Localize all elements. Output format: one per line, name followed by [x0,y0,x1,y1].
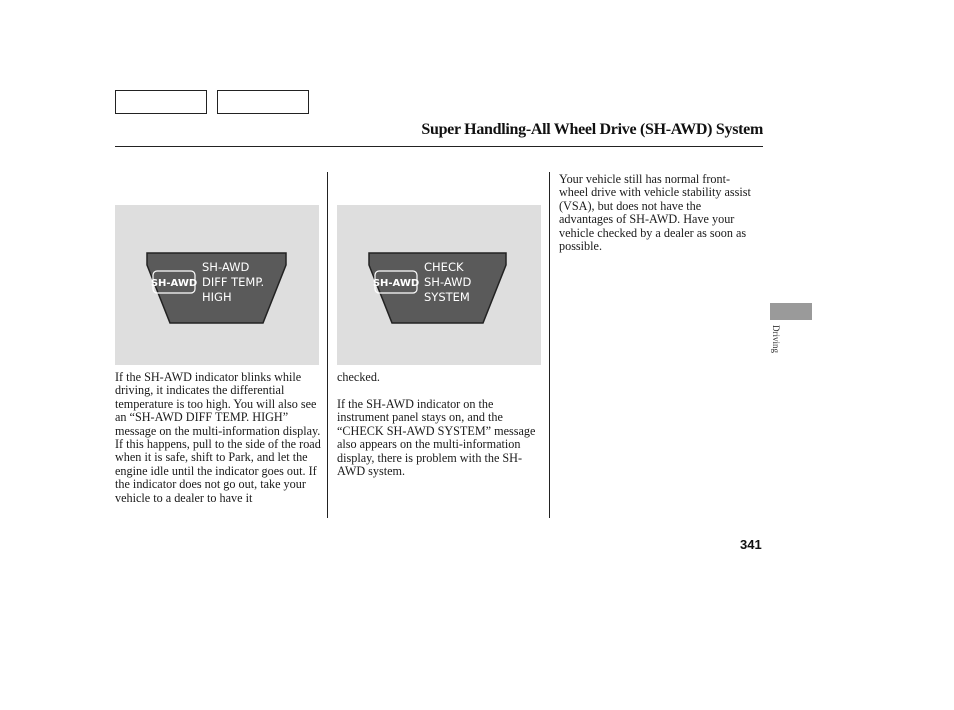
col2-paragraph-a: checked. [337,370,380,384]
section-tab[interactable] [770,303,812,320]
column-divider-1 [327,172,328,518]
badge-text-1: SH-AWD [150,278,198,289]
page-title: Super Handling-All Wheel Drive (SH-AWD) System [421,121,763,138]
badge-text-2: SH-AWD [372,278,420,289]
page-number: 341 [740,537,762,552]
title-rule [115,146,763,147]
display-diff-temp [115,205,319,365]
col3-paragraph: Your vehicle still has normal front-wheel drive with vehicle stability assist (VSA), but does not have the advantages of SH-AWD. Have your vehicle checked by a dealer as soon as possible. [559,172,751,254]
display-line-1: SH-AWD [202,260,250,274]
col2-paragraph-b: If the SH-AWD indicator on the instrument panel stays on, and the “CHECK SH-AWD SYSTEM” message also appears on the multi-information display, there is problem with the SH-AWD system. [337,397,536,479]
display-check-system [337,205,541,365]
nav-box-2[interactable] [217,90,309,114]
nav-box-1[interactable] [115,90,207,114]
column-divider-2 [549,172,550,518]
figure-diff-temp [115,205,319,365]
display-line-3: HIGH [202,290,232,304]
col1-paragraph: If the SH-AWD indicator blinks while driving, it indicates the differential temperature is too high. You will also see an “SH-AWD DIFF TEMP. HIGH” message on the multi-information display. If this happens, pull to the side of the road when it is safe, shift to Park, and let the engine idle until the indicator goes out. If the indicator does not go out, take your vehicle to a dealer to have it [115,370,321,505]
display-line-2: SH-AWD [424,275,472,289]
figure-check-system [337,205,541,365]
display-line-3: SYSTEM [424,290,470,304]
display-line-1: CHECK [424,260,464,274]
display-line-2: DIFF TEMP. [202,275,265,289]
section-label: Driving [771,325,781,353]
